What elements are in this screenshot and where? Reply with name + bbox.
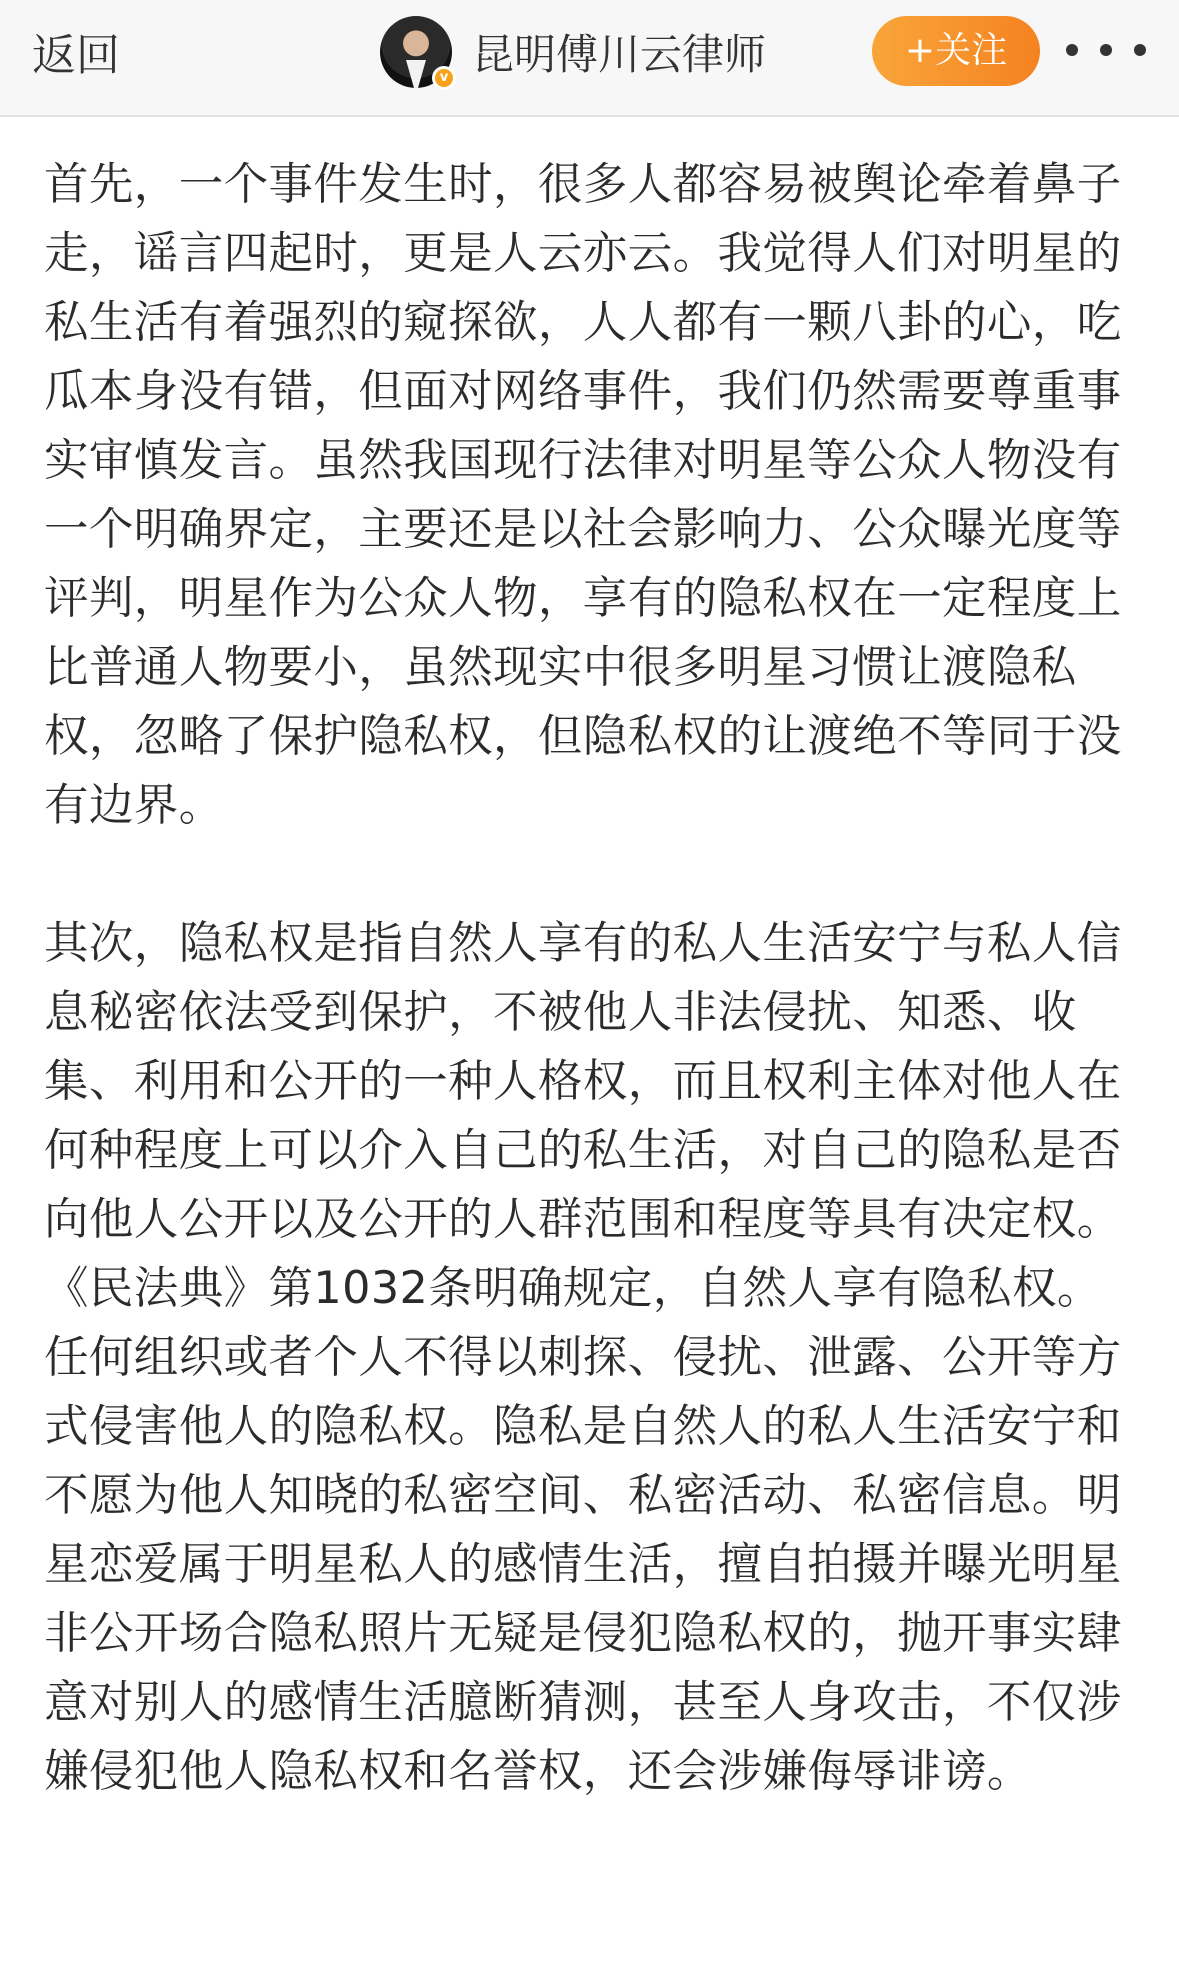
- avatar[interactable]: [380, 16, 452, 88]
- verified-badge-icon: v: [432, 66, 456, 90]
- follow-button[interactable]: +关注: [872, 16, 1040, 86]
- avatar-shirt: [406, 60, 426, 88]
- top-navigation-bar: [0, 0, 1179, 117]
- account-header[interactable]: [380, 14, 766, 90]
- article-body: [44, 150, 1144, 1806]
- back-button[interactable]: 返回: [32, 30, 120, 81]
- dot: [1066, 44, 1078, 56]
- dot: [1134, 44, 1146, 56]
- article-paragraph-1: 首先，一个事件发生时，很多人都容易被舆论牵着鼻子走，谣言四起时，更是人云亦云。我觉得人们对明星的私生活有着强烈的窥探欲，人人都有一颗八卦的心，吃瓜本身没有错，但面对网络事件，我们仍然需要尊重事实审慎发言。虽然我国现行法律对明星等公众人物没有一个明确界定，主要还是以社会影响力、公众曝光度等评判，明星作为公众人物，享有的隐私权在一定程度上比普通人物要小，虽然现实中很多明星习惯让渡隐私权，忽略了保护隐私权，但隐私权的让渡绝不等同于没有边界。: [44, 159, 1122, 831]
- dot: [1100, 44, 1112, 56]
- account-name[interactable]: 昆明傅川云律师: [472, 30, 767, 79]
- more-dots-icon[interactable]: [1066, 40, 1146, 60]
- article-paragraph-2: 其次，隐私权是指自然人享有的私人生活安宁与私人信息秘密依法受到保护，不被他人非法侵扰、知悉、收集、利用和公开的一种人格权，而且权利主体对他人在何种程度上可以介入自己的私生活，对自己的隐私是否向他人公开以及公开的人群范围和程度等具有决定权。《民法典》第1032条明确规定，自然人享有隐私权。任何组织或者个人不得以刺探、侵扰、泄露、公开等方式侵害他人的隐私权。隐私是自然人的私人生活安宁和不愿为他人知晓的私密空间、私密活动、私密信息。明星恋爱属于明星私人的感情生活，擅自拍摄并曝光明星非公开场合隐私照片无疑是侵犯隐私权的，抛开事实肆意对别人的感情生活臆断猜测，甚至人身攻击，不仅涉嫌侵犯他人隐私权和名誉权，还会涉嫌侮辱诽谤。: [44, 918, 1122, 1797]
